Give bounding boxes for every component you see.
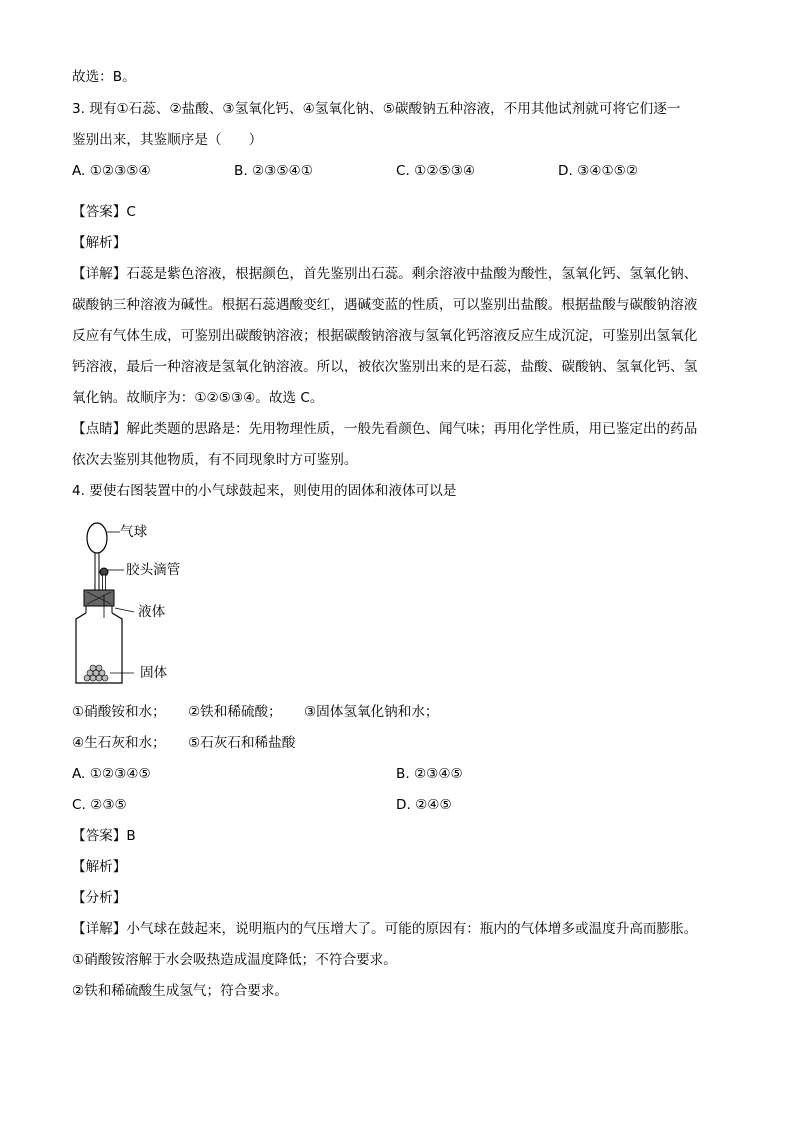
q2-conclusion: 故选：B。 — [72, 69, 136, 85]
q4-option-c: C. ②③⑤ — [72, 797, 127, 813]
q4-option-d: D. ②④⑤ — [396, 797, 452, 813]
q3-option-d: D. ③④①⑤② — [558, 163, 639, 179]
q3-detail-line-5: 氧化钠。故顺序为：①②⑤③④。故选 C。 — [72, 390, 324, 406]
q3-answer: 【答案】C — [72, 204, 136, 220]
q3-detail-line-3: 反应有气体生成，可鉴别出碳酸钠溶液；根据碳酸钠溶液与氢氧化钙溶液反应生成沉淀，可鉴别出氢氧化 — [72, 328, 698, 344]
q4-analysis-sub: 【分析】 — [72, 890, 127, 906]
q4-detail-line-1: 【详解】小气球在鼓起来，说明瓶内的气压增大了。可能的原因有：瓶内的气体增多或温度升高而膨胀。 — [72, 921, 698, 937]
figure-label-balloon: 气球 — [120, 524, 148, 540]
q3-stem-line-1: 3. 现有①石蕊、②盐酸、③氢氧化钙、④氢氧化钠、⑤碳酸钠五种溶液，不用其他试剂就可将它们逐一 — [72, 101, 681, 117]
q3-detail-line-2: 碳酸钠三种溶液为碱性。根据石蕊遇酸变红，遇碱变蓝的性质，可以鉴别出盐酸。根据盐酸与碳酸钠溶液 — [72, 297, 698, 313]
q4-choice-4: ④生石灰和水； — [72, 735, 166, 751]
figure-label-liquid: 液体 — [138, 604, 166, 620]
q3-stem-line-2: 鉴别出来，其鉴顺序是（ ） — [72, 132, 263, 148]
q4-detail-line-2: ①硝酸铵溶解于水会吸热造成温度降低；不符合要求。 — [72, 952, 397, 968]
solid-granules — [84, 665, 108, 681]
q3-option-b: B. ②③⑤④① — [234, 163, 313, 179]
q4-choice-3: ③固体氢氧化钠和水； — [304, 704, 439, 720]
apparatus-figure — [60, 518, 140, 690]
q4-choice-2: ②铁和稀硫酸； — [188, 704, 282, 720]
q3-detail-line-1: 【详解】石蕊是紫色溶液，根据颜色，首先鉴别出石蕊。剩余溶液中盐酸为酸性，氢氧化钙、氢氧化钠、 — [72, 266, 698, 282]
figure-label-dropper: 胶头滴管 — [126, 562, 181, 578]
q4-choice-5: ⑤石灰石和稀盐酸 — [188, 735, 296, 751]
q3-tip-line-1: 【点睛】解此类题的思路是：先用物理性质，一般先看颜色、闻气味；再用化学性质，用已鉴定出的药品 — [72, 421, 698, 437]
q3-tip-line-2: 依次去鉴别其他物质，有不同现象时方可鉴别。 — [72, 452, 358, 468]
q3-option-a: A. ①②③⑤④ — [72, 163, 151, 179]
q4-analysis-label: 【解析】 — [72, 859, 127, 875]
q4-stem: 4. 要使右图装置中的小气球鼓起来，则使用的固体和液体可以是 — [72, 483, 457, 499]
q4-answer: 【答案】B — [72, 828, 136, 844]
q3-detail-line-4: 钙溶液，最后一种溶液是氢氧化钠溶液。所以，被依次鉴别出来的是石蕊，盐酸、碳酸钠、氢氧化钙、氢 — [72, 359, 698, 375]
q3-option-c: C. ①②⑤③④ — [396, 163, 476, 179]
figure-label-solid: 固体 — [140, 665, 168, 681]
q4-option-a: A. ①②③④⑤ — [72, 766, 151, 782]
q4-detail-line-3: ②铁和稀硫酸生成氢气；符合要求。 — [72, 983, 289, 999]
leader-liquid — [115, 608, 134, 612]
q3-analysis-label: 【解析】 — [72, 235, 127, 251]
balloon-shape — [87, 523, 107, 553]
q4-choice-1: ①硝酸铵和水； — [72, 704, 166, 720]
q4-option-b: B. ②③④⑤ — [396, 766, 463, 782]
